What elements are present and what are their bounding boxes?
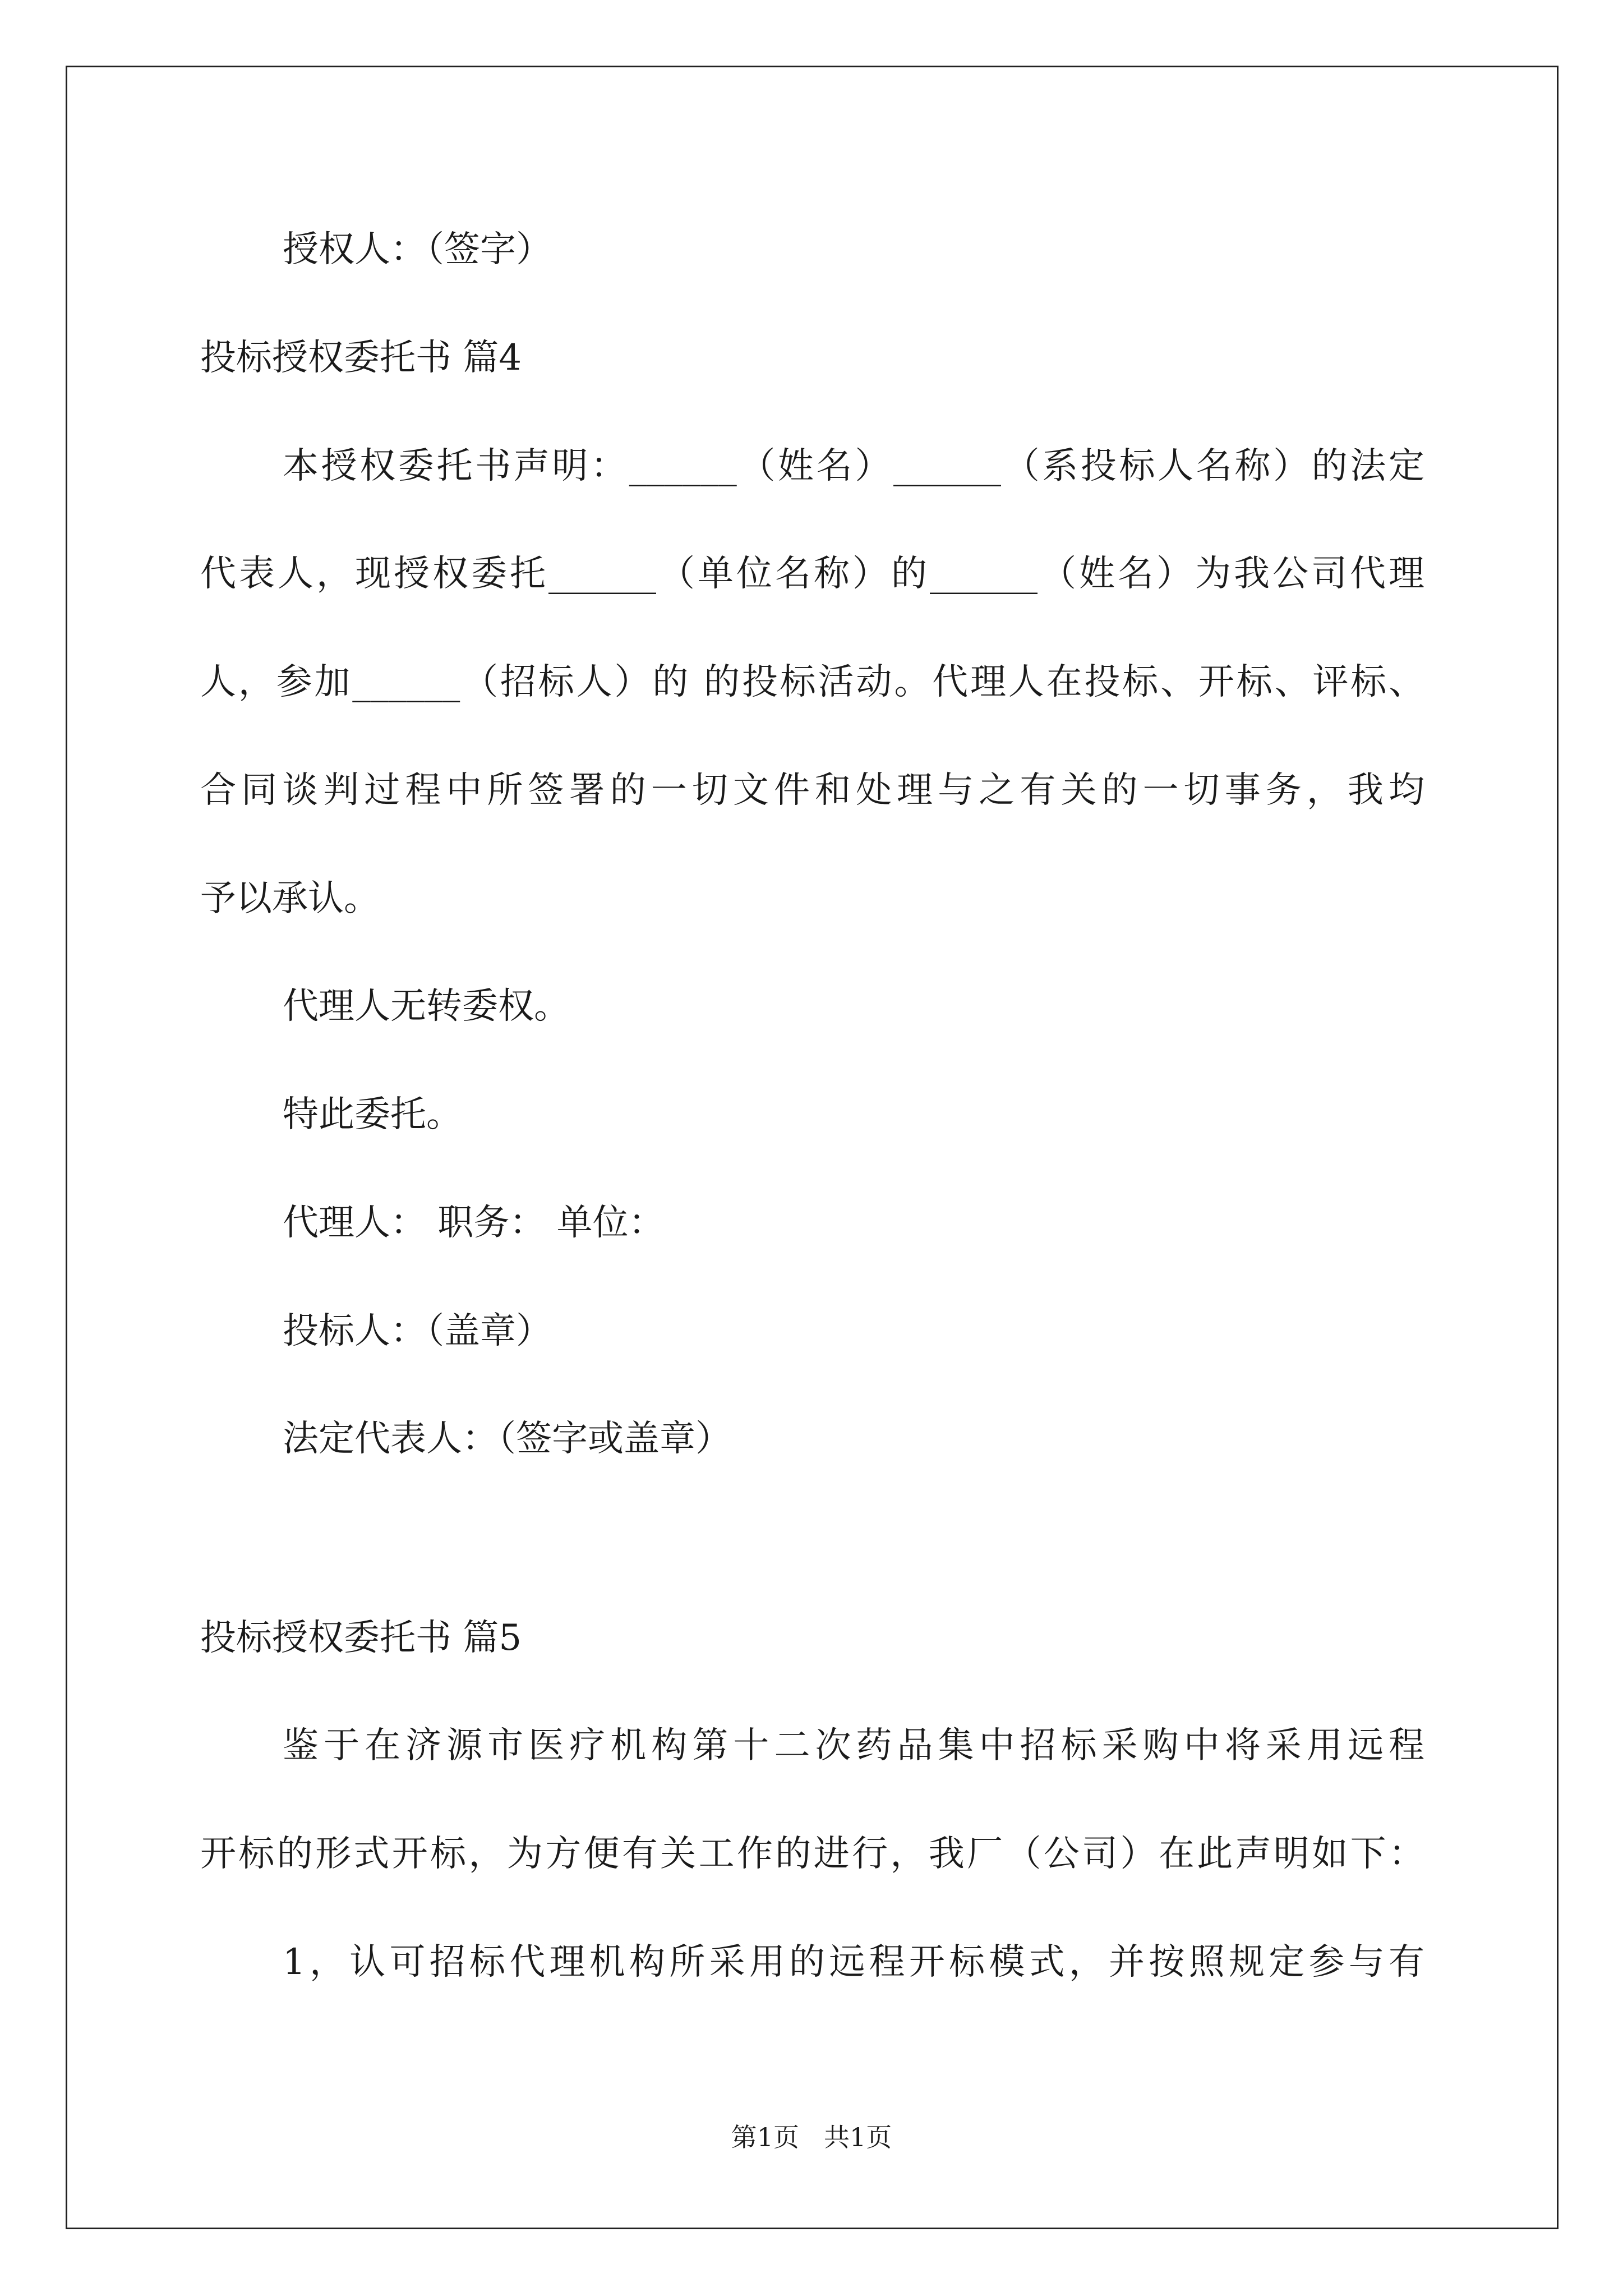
- paragraph-line: 予以承认。: [200, 878, 380, 919]
- paragraph-line: 本授权委托书声明：______（姓名）______（系投标人名称）的法定: [283, 445, 1424, 487]
- paragraph-line: 代表人，现授权委托______（单位名称）的______（姓名）为我公司代理: [200, 553, 1424, 595]
- paragraph-line: 代理人无转委权。: [283, 986, 570, 1027]
- paragraph-line: 1，认可招标代理机构所采用的远程开标模式，并按照规定参与有: [283, 1941, 1424, 1983]
- paragraph-line: 合同谈判过程中所签署的一切文件和处理与之有关的一切事务，我均: [200, 770, 1424, 811]
- page-footer: [0, 2120, 1623, 2154]
- section-heading-5: 投标授权委托书 篇5: [200, 1617, 522, 1659]
- paragraph-line: 人，参加______（招标人）的 的投标活动。代理人在投标、开标、评标、: [200, 661, 1424, 703]
- page-total: 共1页: [824, 2122, 892, 2152]
- signature-line-legal-rep: 法定代表人：（签字或盖章）: [283, 1418, 731, 1460]
- paragraph-line: 鉴于在济源市医疗机构第十二次药品集中招标采购中将采用远程: [283, 1725, 1424, 1766]
- page-number: 第1页: [731, 2122, 799, 2152]
- paragraph-line: 开标的形式开标，为方便有关工作的进行，我厂（公司）在此声明如下：: [200, 1833, 1424, 1875]
- signature-line-bidder: 投标人：（盖章）: [283, 1310, 552, 1352]
- section-heading-4: 投标授权委托书 篇4: [200, 337, 522, 379]
- page-border: [66, 66, 1559, 2229]
- signature-line-authorizer: 授权人：（签字）: [283, 229, 552, 270]
- paragraph-line: 特此委托。: [283, 1094, 462, 1135]
- signature-line-agent: 代理人： 职务： 单位：: [283, 1202, 665, 1244]
